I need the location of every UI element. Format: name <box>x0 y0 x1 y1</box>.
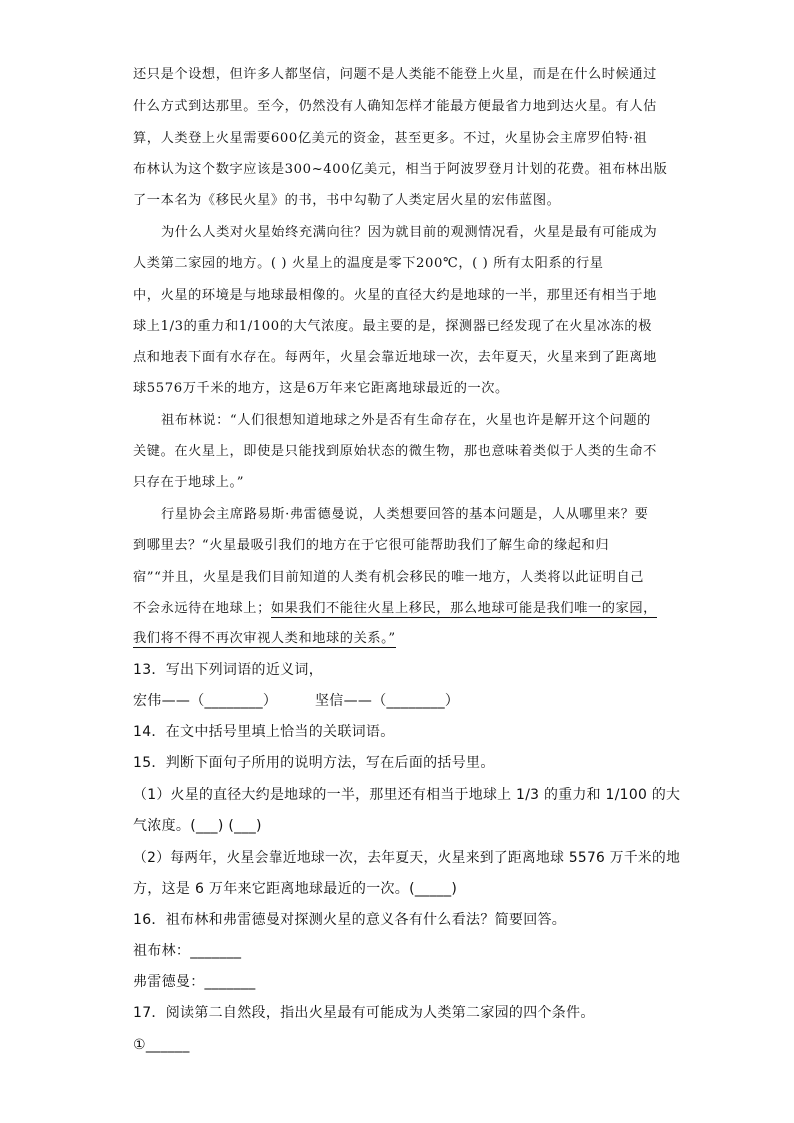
passage-line: 什么方式到达那里。至今，仍然没有人确知怎样才能最方便最省力地到达火星。有人估 <box>133 99 657 114</box>
question-17: 17．阅读第二自然段，指出火星最有可能成为人类第二家园的四个条件。 <box>133 1005 595 1021</box>
question-15-1-line2: 气浓度。(___) (___) <box>133 818 262 834</box>
question-14: 14．在文中括号里填上恰当的关联词语。 <box>133 724 395 740</box>
passage-line: 算，人类登上火星需要600亿美元的资金，甚至更多。不过，火星协会主席罗伯特·祖 <box>133 131 648 146</box>
underlined-sentence: 我们将不得不再次审视人类和地球的关系。” <box>133 631 396 646</box>
question-13-b: 坚信——（________） <box>315 693 460 709</box>
passage-line: 为什么人类对火星始终充满向往？因为就目前的观测情况看，火星是最有可能成为 <box>161 225 658 240</box>
passage-line: 宿”“并且，火星是我们目前知道的人类有机会移民的唯一地方，人类将以此证明自己 <box>133 570 645 585</box>
passage-text: 不会永远待在地球上； <box>133 601 271 616</box>
question-17-answer-1: ①______ <box>133 1037 190 1053</box>
question-16-b: 弗雷德曼：_______ <box>133 974 256 990</box>
passage-line: 球5576万千米的地方，这是6万年来它距离地球最近的一次。 <box>133 381 509 396</box>
passage-line <box>133 630 396 648</box>
passage-line: 祖布林说：“人们很想知道地球之外是否有生命存在，火星也许是解开这个问题的 <box>161 413 651 428</box>
passage-line <box>133 600 657 618</box>
question-15-1-line1: （1）火星的直径大约是地球的一半，那里还有相当于地球上 1/3 的重力和 1/100 的大 <box>133 787 681 803</box>
question-16-a: 祖布林：_______ <box>133 943 242 959</box>
passage-line: 关键。在火星上，即使是只能找到原始状态的微生物，那也意味着类似于人类的生命不 <box>133 444 657 459</box>
question-13: 13．写出下列词语的近义词， <box>133 662 324 678</box>
passage-line: 还只是个设想，但许多人都坚信，问题不是人类能不能登上火星，而是在什么时候通过 <box>133 67 657 82</box>
underlined-sentence: 如果我们不能往火星上移民，那么地球可能是我们唯一的家园， <box>270 601 657 616</box>
passage-line: 布林认为这个数字应该是300~400亿美元，相当于阿波罗登月计划的花费。祖布林出版 <box>133 162 668 177</box>
passage-line: 球上1/3的重力和1/100的大气浓度。最主要的是，探测器已经发现了在火星冰冻的极 <box>133 319 653 334</box>
question-15: 15．判断下面句子所用的说明方法，写在后面的括号里。 <box>133 755 495 771</box>
question-15-2-line2: 方，这是 6 万年来它距离地球最近的一次。(_____) <box>133 881 458 897</box>
passage-line: 了一本名为《移民火星》的书，书中勾勒了人类定居火星的宏伟蓝图。 <box>133 193 561 208</box>
passage-line: 人类第二家园的地方。( ) 火星上的温度是零下200℃，( ) 所有太阳系的行星 <box>133 256 604 271</box>
passage-line: 只存在于地球上。” <box>133 475 245 490</box>
question-15-2-line1: （2）每两年，火星会靠近地球一次，去年夏天，火星来到了距离地球 5576 万千米的地 <box>133 850 681 866</box>
passage-line: 行星协会主席路易斯·弗雷德曼说，人类想要回答的基本问题是，人从哪里来？要 <box>161 507 649 522</box>
passage-line: 点和地表下面有水存在。每两年，火星会靠近地球一次，去年夏天，火星来到了距离地 <box>133 350 657 365</box>
question-16: 16．祖布林和弗雷德曼对探测火星的意义各有什么看法？简要回答。 <box>133 912 567 928</box>
passage-line: 到哪里去？“火星最吸引我们的地方在于它很可能帮助我们了解生命的缘起和归 <box>133 538 610 553</box>
passage-line: 中，火星的环境是与地球最相像的。火星的直径大约是地球的一半，那里还有相当于地 <box>133 288 657 303</box>
question-13-a: 宏伟——（________） <box>133 693 278 709</box>
